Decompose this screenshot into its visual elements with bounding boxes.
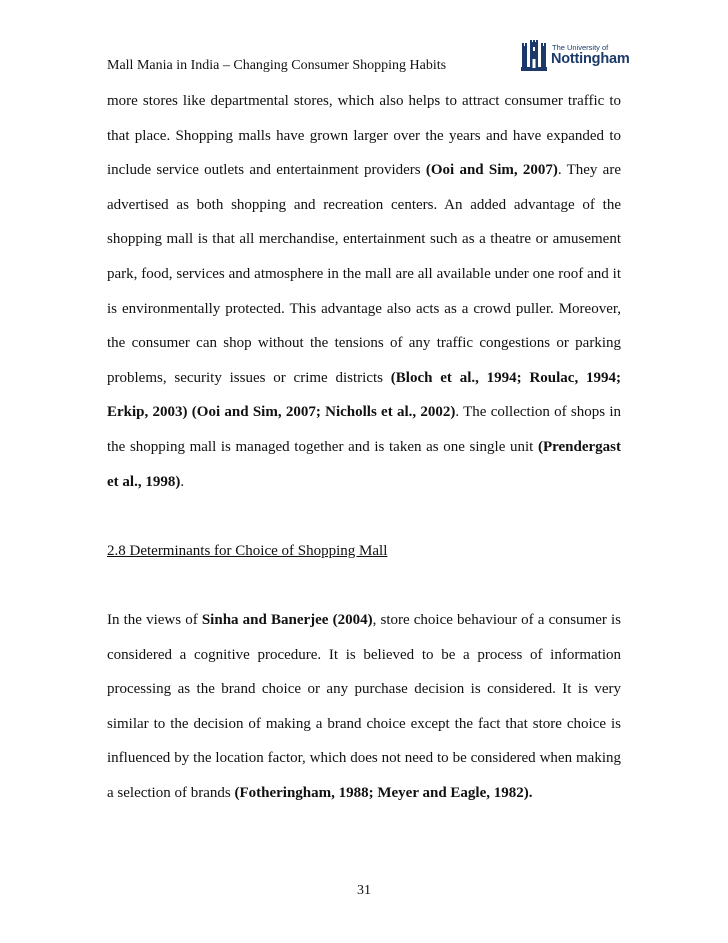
paragraph bbox=[107, 84, 621, 499]
paragraph bbox=[107, 603, 621, 811]
citation: (Bloch et al., 1994; Roulac, 1994; Erkip, 2003) (Ooi and Sim, 2007; Nicholls et al., 2002) bbox=[107, 369, 621, 421]
logo-text-name: Nottingham bbox=[551, 51, 630, 67]
body-text: more stores like departmental stores, which also helps to attract consumer traffic to that place. Shopping malls have grown larger over the years and have expanded to include service outlets and entertainment providers bbox=[107, 93, 621, 179]
castle-crest-icon bbox=[521, 40, 547, 72]
logo-text-small: The University of bbox=[552, 43, 609, 52]
university-logo bbox=[521, 40, 630, 72]
body-content bbox=[107, 84, 621, 810]
page-number: 31 bbox=[357, 883, 371, 898]
body-text: . They are advertised as both shopping and recreation centers. An added advantage of the shopping mall is that all merchandise, entertainment such as a theatre or amusement park, food, services and atmosphere in the mall are all available under one roof and it is environmentally protected. This advantage also acts as a crowd puller. Moreover, the consumer can shop without the tensions of any traffic congestions or parking problems, security issues or crime districts bbox=[107, 162, 621, 386]
body-text: . The collection of shops in the shopping mall is managed together and is taken as one single unit bbox=[107, 404, 622, 455]
body-text: , store choice behaviour of a consumer is considered a cognitive procedure. It is believed to be a process of information processing as the brand choice or any purchase decision is considered. It is very similar to the decision of making a brand choice except the fact that store choice is influenced by the location factor, which does not need to be considered when making a selection of brands bbox=[107, 611, 622, 801]
citation: Sinha and Banerjee (2004) bbox=[201, 611, 373, 628]
citation: (Ooi and Sim, 2007) bbox=[425, 162, 558, 179]
body-text: . bbox=[180, 473, 185, 490]
section-heading: 2.8 Determinants for Choice of Shopping Mall bbox=[107, 542, 388, 559]
citation: (Fotheringham, 1988; Meyer and Eagle, 1982). bbox=[234, 784, 533, 801]
citation: (Prendergast et al., 1998) bbox=[107, 438, 621, 490]
running-header: Mall Mania in India – Changing Consumer Shopping Habits bbox=[107, 58, 447, 73]
body-text: In the views of bbox=[107, 611, 202, 628]
